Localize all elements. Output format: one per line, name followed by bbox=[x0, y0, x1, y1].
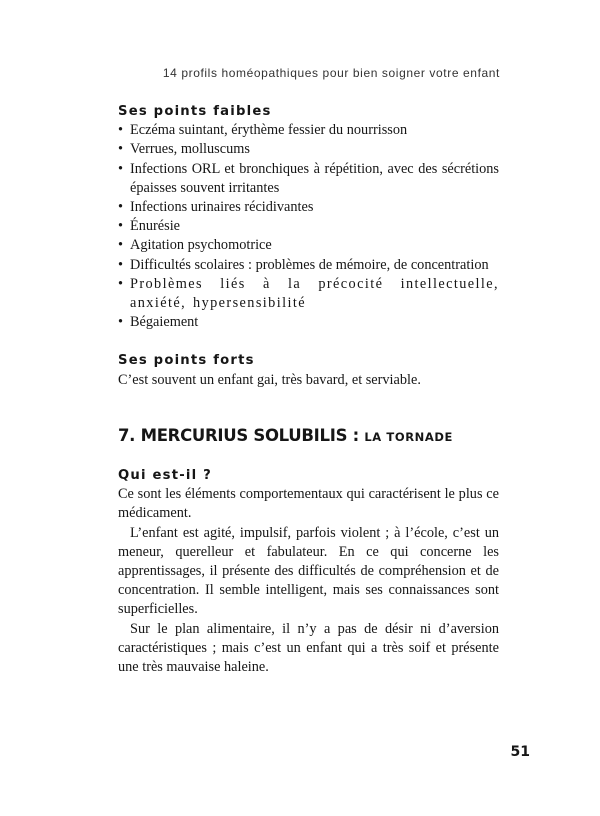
list-item: • Infections urinaires récidivantes bbox=[118, 198, 499, 217]
page-body bbox=[118, 102, 499, 677]
chapter-title-main: 7. MERCURIUS SOLUBILIS : bbox=[118, 425, 359, 445]
page-number: 51 bbox=[510, 744, 530, 760]
chapter-title bbox=[118, 426, 499, 447]
list-item: • Agitation psychomotrice bbox=[118, 236, 499, 255]
weak-points-list bbox=[118, 121, 499, 332]
list-item: • Bégaiement bbox=[118, 313, 499, 332]
list-item: • Énurésie bbox=[118, 217, 499, 236]
paragraph: Sur le plan alimentaire, il n’y a pas de désir ni d’aversion caractéristiques ; mais c’est un enfant qui a très soif et présente une très mauvaise haleine. bbox=[118, 620, 499, 676]
running-header: 14 profils homéopathiques pour bien soigner votre enfant bbox=[162, 66, 500, 80]
list-item: • Difficultés scolaires : problèmes de mémoire, de concentration bbox=[118, 256, 499, 275]
strong-points-heading: Ses points forts bbox=[118, 353, 255, 369]
list-item: • Infections ORL et bronchiques à répétition, avec des sécrétions épaisses souvent irritantes bbox=[118, 160, 499, 198]
list-item: • Problèmes liés à la précocité intellectuelle, anxiété, hypersensibilité bbox=[118, 275, 499, 313]
paragraph: L’enfant est agité, impulsif, parfois violent ; à l’école, c’est un meneur, querelleur et fabulateur. En ce qui concerne les apprentissages, il présente des difficultés de compréhension et de concentration. Il semble intelligent, mais ses connaissances sont superficielles. bbox=[118, 524, 499, 618]
list-item: • Verrues, molluscums bbox=[118, 140, 499, 159]
list-item: • Eczéma suintant, érythème fessier du nourrisson bbox=[118, 121, 499, 140]
paragraph: Ce sont les éléments comportementaux qui caractérisent le plus ce médicament. bbox=[118, 486, 499, 522]
who-is-it-heading: Qui est-il ? bbox=[118, 468, 212, 484]
chapter-subtitle: LA TORNADE bbox=[364, 429, 453, 444]
strong-points-text: C’est souvent un enfant gai, très bavard, et serviable. bbox=[118, 371, 421, 388]
weak-points-heading: Ses points faibles bbox=[118, 104, 272, 119]
